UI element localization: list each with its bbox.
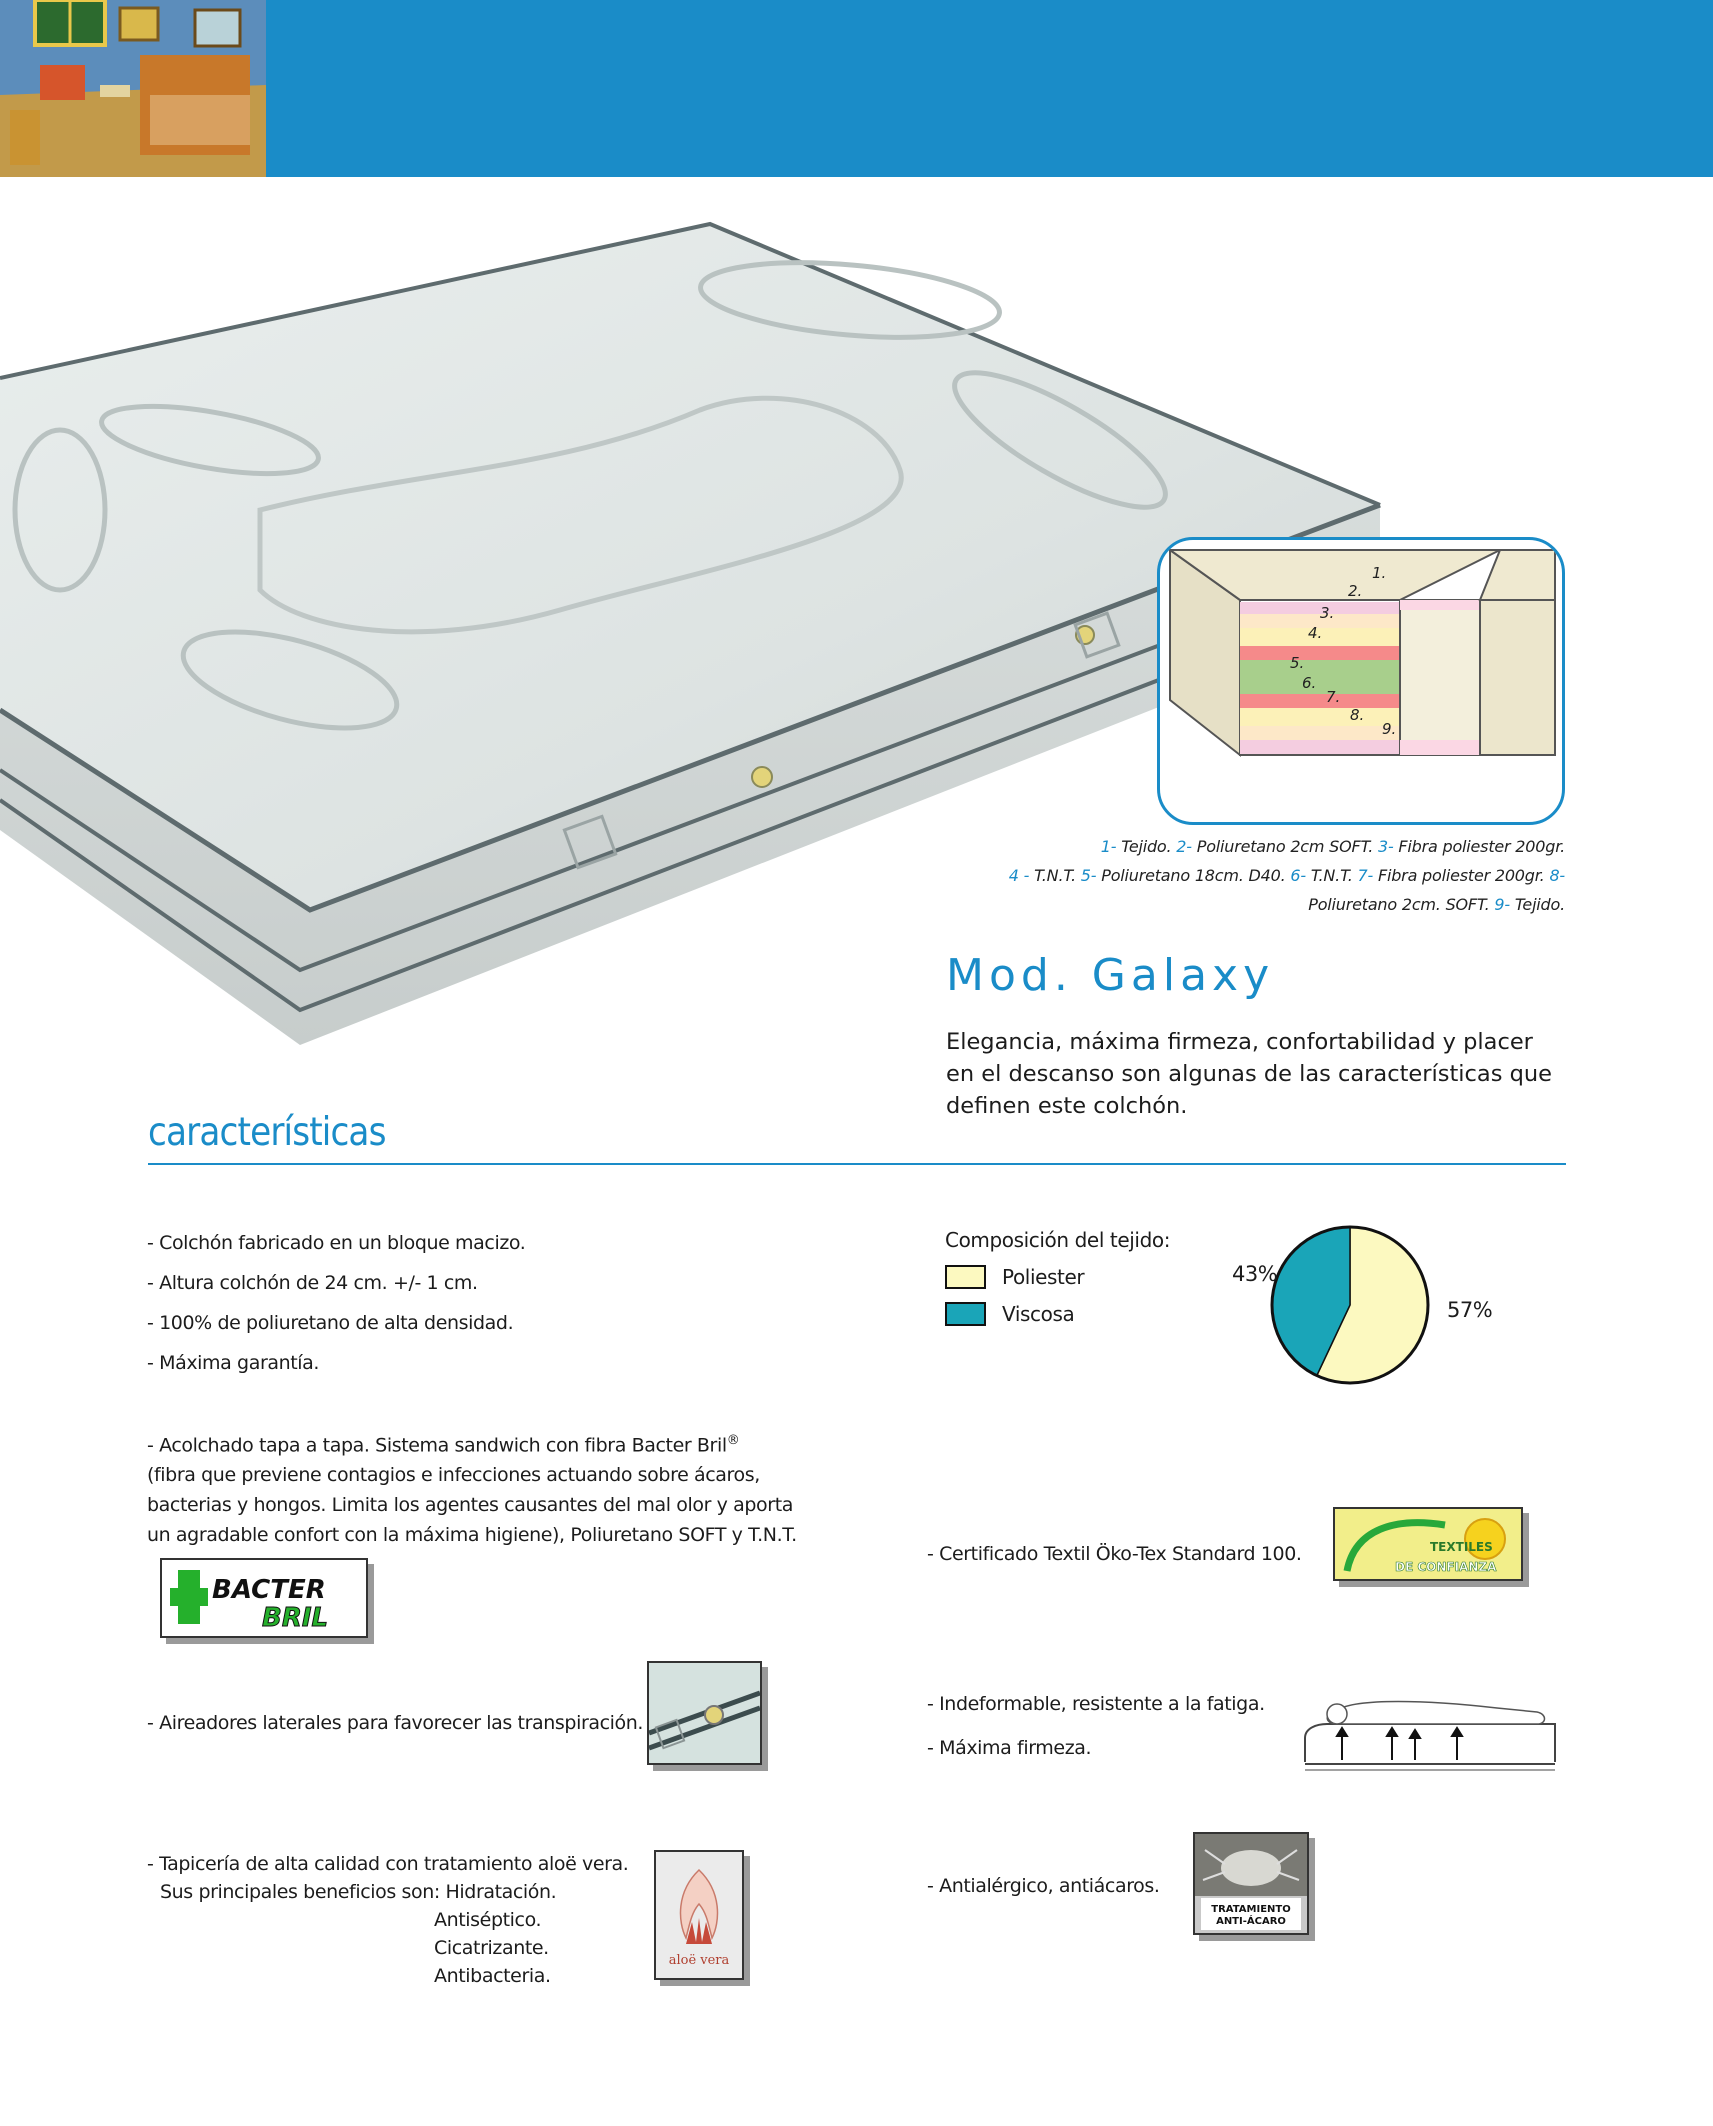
legend-text: T.N.T. xyxy=(1029,866,1081,885)
legend-num: 1- xyxy=(1100,837,1117,856)
bril-logo-text: BRIL xyxy=(262,1603,329,1633)
layer-marker-1: 1. xyxy=(1372,564,1387,582)
layer-marker-8: 8. xyxy=(1350,706,1365,724)
legend-text: Poliuretano 2cm. SOFT. xyxy=(1308,895,1495,914)
poliester-swatch xyxy=(945,1265,986,1289)
feature-item: - Colchón fabricado en un bloque macizo. xyxy=(147,1232,526,1254)
header-painting-image xyxy=(0,0,266,177)
aloe-badge-text: aloë vera xyxy=(668,1953,730,1968)
aloe-benefit: Antibacteria. xyxy=(434,1965,551,1987)
viscosa-label: Viscosa xyxy=(1002,1302,1075,1326)
legend-text: Tejido. xyxy=(1509,895,1565,914)
legend-num: 4 - xyxy=(1008,866,1030,885)
registered-mark: ® xyxy=(726,1433,740,1448)
viscosa-swatch xyxy=(945,1302,986,1326)
aloe-benefit: Antiséptico. xyxy=(434,1909,542,1931)
legend-num: 5- xyxy=(1080,866,1097,885)
legend-num: 7- xyxy=(1357,866,1374,885)
legend-text: Tejido. xyxy=(1116,837,1177,856)
aloe-vera-badge xyxy=(654,1850,744,1980)
badge-textiles: TEXTILES xyxy=(1430,1540,1493,1554)
legend-num: 3- xyxy=(1377,837,1394,856)
bacter-logo-text: BACTER xyxy=(212,1575,326,1605)
pie-label-poliester: 57% xyxy=(1447,1298,1493,1322)
antiallergic-text: - Antialérgico, antiácaros. xyxy=(927,1875,1160,1897)
composition-title: Composición del tejido: xyxy=(945,1228,1171,1252)
quilting-line: (fibra que previene contagios e infecciones actuando sobre ácaros, xyxy=(147,1464,760,1486)
layer-marker-3: 3. xyxy=(1320,604,1335,622)
composition-pie-chart xyxy=(1270,1225,1430,1385)
legend-text: T.N.T. xyxy=(1305,866,1358,885)
aloe-line-1: - Tapicería de alta calidad con tratamiento aloë vera. xyxy=(147,1853,629,1875)
bacter-bril-logo xyxy=(160,1558,368,1638)
quilting-line: bacterias y hongos. Limita los agentes causantes del mal olor y aporta xyxy=(147,1494,793,1516)
legend-num: 6- xyxy=(1290,866,1306,885)
oeko-tex-badge xyxy=(1333,1507,1523,1581)
feature-item: - 100% de poliuretano de alta densidad. xyxy=(147,1312,514,1334)
features-title: características xyxy=(148,1110,386,1155)
legend-num: 2- xyxy=(1176,837,1192,856)
aerators-text: - Aireadores laterales para favorecer las transpiración. xyxy=(147,1712,644,1734)
legend-num: 8- xyxy=(1549,866,1565,885)
firmness-illustration xyxy=(1297,1690,1563,1772)
aerator-photo xyxy=(647,1661,762,1765)
model-description: Elegancia, máxima firmeza, confortabilidad y placer en el descanso son algunas de las características que definen este colchón. xyxy=(946,1029,1552,1119)
layer-marker-5: 5. xyxy=(1290,654,1305,672)
quilting-line: un agradable confort con la máxima higiene), Poliuretano SOFT y T.N.T. xyxy=(147,1524,797,1546)
quilting-feature-title xyxy=(147,1433,739,1456)
pie-label-viscosa: 43% xyxy=(1232,1262,1278,1286)
legend-text: Poliuretano 2cm SOFT. xyxy=(1191,837,1378,856)
aloe-benefit: Cicatrizante. xyxy=(434,1937,549,1959)
layer-marker-6: 6. xyxy=(1302,674,1317,692)
legend-text: Fibra poliester 200gr. xyxy=(1373,866,1550,885)
model-title: Mod. Galaxy xyxy=(946,950,1275,1001)
firmness-item: - Indeformable, resistente a la fatiga. xyxy=(927,1693,1265,1715)
aloe-line-2: Sus principales beneficios son: Hidratación. xyxy=(160,1881,557,1903)
firmness-item: - Máxima firmeza. xyxy=(927,1737,1092,1759)
poliester-label: Poliester xyxy=(1002,1265,1085,1289)
legend-num: 9- xyxy=(1494,895,1510,914)
layer-marker-7: 7. xyxy=(1326,688,1341,706)
anti-acaro-line1: TRATAMIENTO xyxy=(1211,1904,1291,1915)
layer-cross-section-diagram xyxy=(1157,537,1565,825)
layer-marker-9: 9. xyxy=(1382,720,1397,738)
legend-text: Fibra poliester 200gr. xyxy=(1393,837,1565,856)
feature-item: - Máxima garantía. xyxy=(147,1352,320,1374)
anti-acaro-badge xyxy=(1193,1832,1309,1935)
layer-marker-2: 2. xyxy=(1348,582,1363,600)
feature-item: - Altura colchón de 24 cm. +/- 1 cm. xyxy=(147,1272,478,1294)
features-divider xyxy=(148,1163,1566,1165)
layer-legend-caption xyxy=(1005,832,1565,919)
quilting-text: - Acolchado tapa a tapa. Sistema sandwich con fibra Bacter Bril xyxy=(147,1434,727,1457)
layer-marker-4: 4. xyxy=(1308,624,1323,642)
anti-acaro-line2: ANTI-ÁCARO xyxy=(1216,1916,1286,1927)
legend-text: Poliuretano 18cm. D40. xyxy=(1096,866,1291,885)
badge-confianza: DE CONFIANZA xyxy=(1395,1560,1497,1574)
certificate-text: - Certificado Textil Öko-Tex Standard 100. xyxy=(927,1543,1302,1565)
